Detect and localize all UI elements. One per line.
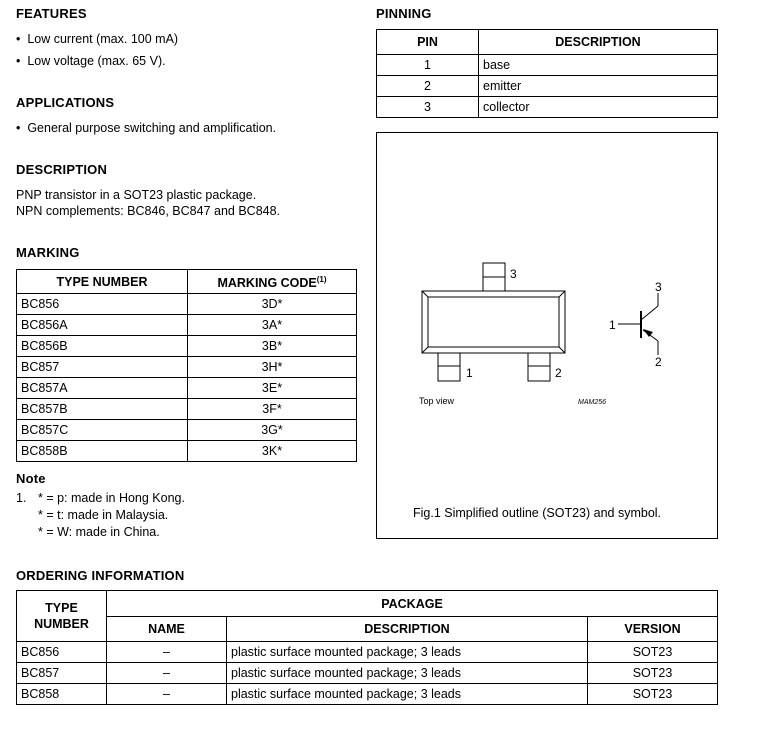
- description-line: NPN complements: BC846, BC847 and BC848.: [16, 204, 281, 218]
- table-cell: plastic surface mounted package; 3 leads: [227, 642, 588, 663]
- symbol-pin-label: 2: [655, 355, 662, 369]
- col-header: PACKAGE: [107, 591, 718, 617]
- table-cell: BC857C: [17, 420, 188, 441]
- table-cell: 3A*: [188, 315, 357, 336]
- table-cell: plastic surface mounted package; 3 leads: [227, 684, 588, 705]
- table-row: [17, 663, 718, 684]
- applications-heading: APPLICATIONS: [16, 95, 115, 110]
- figure-box: [376, 132, 718, 539]
- table-cell: 3: [377, 97, 479, 118]
- sot23-outline-and-symbol: [377, 133, 717, 538]
- table-cell: plastic surface mounted package; 3 leads: [227, 663, 588, 684]
- table-cell: 1: [377, 55, 479, 76]
- table-cell: –: [107, 663, 227, 684]
- table-cell: collector: [479, 97, 718, 118]
- table-cell: 3D*: [188, 294, 357, 315]
- table-cell: BC857A: [17, 378, 188, 399]
- ordering-table: [16, 590, 718, 705]
- pin-label: 1: [466, 366, 473, 380]
- table-cell: BC857: [17, 357, 188, 378]
- table-row: [17, 336, 357, 357]
- feature-text: Low current (max. 100 mA): [27, 32, 179, 46]
- note-number: 1.: [16, 491, 27, 505]
- table-row: [377, 97, 718, 118]
- table-cell: 3K*: [188, 441, 357, 462]
- table-row: [17, 684, 718, 705]
- table-cell: base: [479, 55, 718, 76]
- table-cell: BC856: [17, 294, 188, 315]
- table-cell: 3B*: [188, 336, 357, 357]
- ordering-heading: ORDERING INFORMATION: [16, 568, 185, 583]
- table-row: [17, 357, 357, 378]
- table-cell: SOT23: [588, 663, 718, 684]
- note-line: * = p: made in Hong Kong.: [38, 491, 185, 505]
- note-line: * = t: made in Malaysia.: [38, 508, 169, 522]
- pinning-table: [376, 29, 718, 118]
- features-heading: FEATURES: [16, 6, 87, 21]
- col-header: [188, 270, 357, 294]
- table-cell: SOT23: [588, 684, 718, 705]
- table-cell: SOT23: [588, 642, 718, 663]
- col-header: TYPE NUMBER: [17, 591, 107, 642]
- table-row: [17, 420, 357, 441]
- table-row: [377, 55, 718, 76]
- figure-caption: Fig.1 Simplified outline (SOT23) and symbol.: [413, 506, 662, 520]
- col-header: VERSION: [588, 617, 718, 642]
- table-row: [17, 315, 357, 336]
- pin-label: 3: [510, 267, 517, 281]
- col-header: NAME: [107, 617, 227, 642]
- table-cell: BC857B: [17, 399, 188, 420]
- table-row: [17, 378, 357, 399]
- note-line: * = W: made in China.: [38, 525, 160, 539]
- table-cell: BC856: [17, 642, 107, 663]
- table-cell: BC856A: [17, 315, 188, 336]
- marking-heading: MARKING: [16, 245, 80, 260]
- feature-item: • Low voltage (max. 65 V).: [16, 54, 166, 68]
- feature-text: Low voltage (max. 65 V).: [27, 54, 166, 68]
- description-line: PNP transistor in a SOT23 plastic package.: [16, 188, 257, 202]
- feature-item: • Low current (max. 100 mA): [16, 32, 179, 46]
- table-cell: emitter: [479, 76, 718, 97]
- table-row: [17, 642, 718, 663]
- symbol-pin-label: 3: [655, 280, 662, 294]
- figure-code: MAM256: [578, 399, 607, 406]
- application-text: General purpose switching and amplification.: [27, 121, 277, 135]
- table-cell: –: [107, 684, 227, 705]
- table-cell: BC858: [17, 684, 107, 705]
- symbol-pin-label: 1: [609, 318, 616, 332]
- table-row: [17, 441, 357, 462]
- table-row: [17, 294, 357, 315]
- col-header: TYPE NUMBER: [17, 270, 188, 294]
- pinning-heading: PINNING: [376, 6, 432, 21]
- table-cell: 3G*: [188, 420, 357, 441]
- note-heading: Note: [16, 471, 46, 486]
- table-cell: 3E*: [188, 378, 357, 399]
- pin-label: 2: [555, 366, 562, 380]
- table-row: [377, 76, 718, 97]
- table-cell: 3H*: [188, 357, 357, 378]
- marking-table: [16, 269, 357, 462]
- top-view-label: Top view: [419, 396, 455, 406]
- description-heading: DESCRIPTION: [16, 162, 108, 177]
- table-cell: 3F*: [188, 399, 357, 420]
- table-cell: BC856B: [17, 336, 188, 357]
- col-header: DESCRIPTION: [227, 617, 588, 642]
- col-header-text: MARKING CODE: [217, 276, 317, 291]
- col-header: PIN: [377, 30, 479, 55]
- table-row: [17, 399, 357, 420]
- table-cell: BC857: [17, 663, 107, 684]
- table-cell: 2: [377, 76, 479, 97]
- footnote-ref: (1): [316, 275, 327, 284]
- table-cell: BC858B: [17, 441, 188, 462]
- col-header: DESCRIPTION: [479, 30, 718, 55]
- application-item: • General purpose switching and amplification.: [16, 121, 277, 135]
- table-cell: –: [107, 642, 227, 663]
